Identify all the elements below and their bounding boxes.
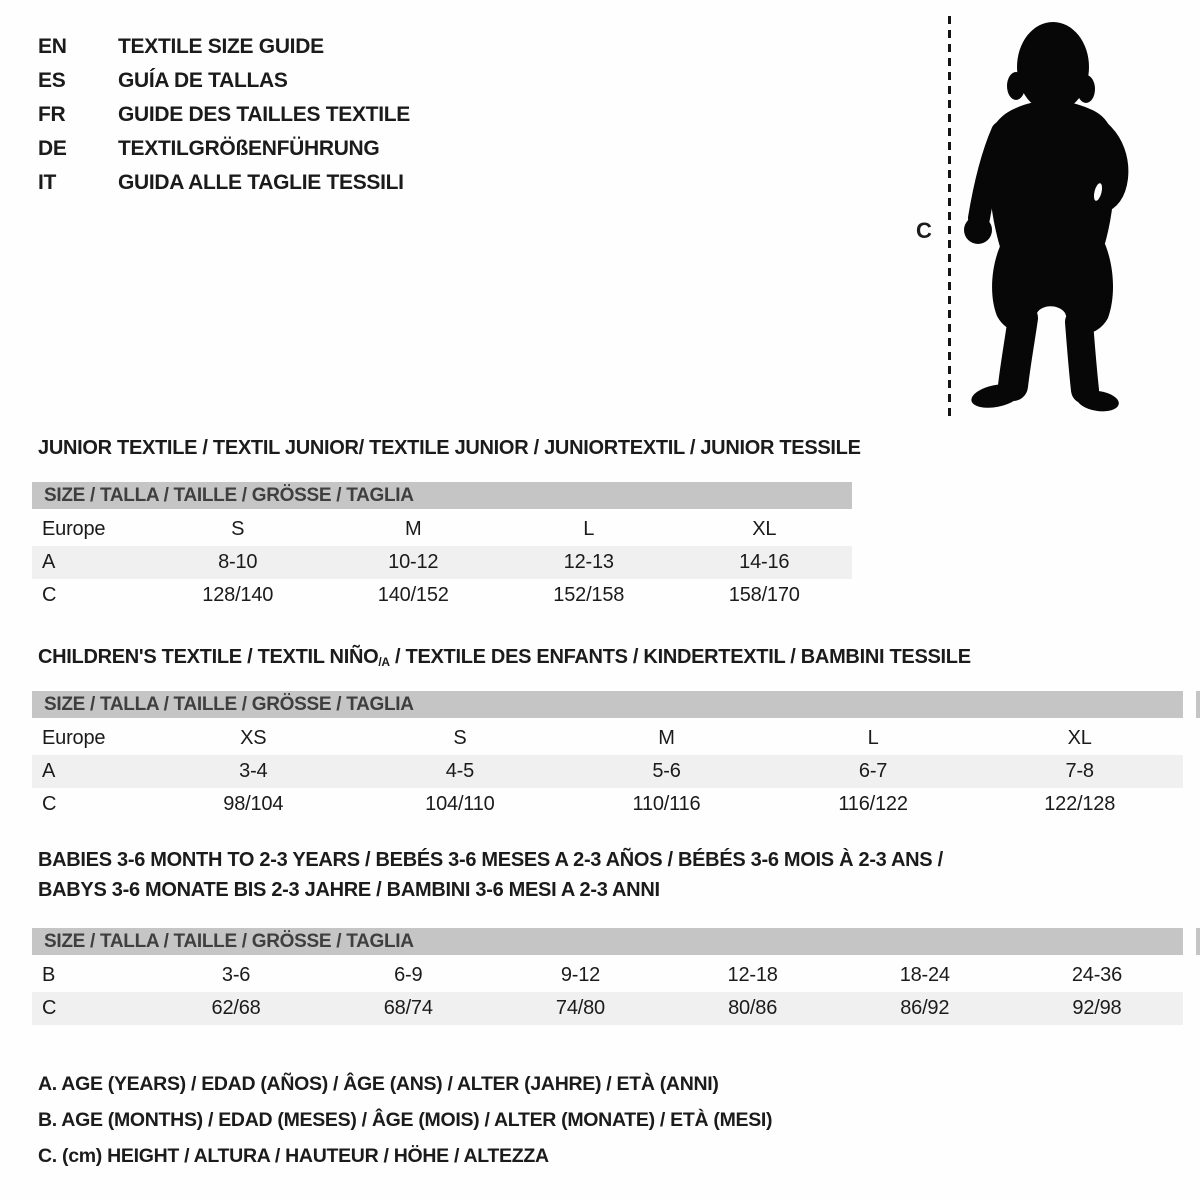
- size-cell: M: [658, 727, 675, 749]
- table-row: [32, 788, 1183, 821]
- age-cell: 7-8: [1065, 760, 1094, 782]
- size-header-bar: SIZE / TALLA / TAILLE / GRÖSSE / TAGLIA: [32, 928, 1183, 955]
- table-row: [32, 992, 1183, 1025]
- legend-note-b: B. AGE (MONTHS) / EDAD (MESES) / ÂGE (MOIS) / ALTER (MONATE) / ETÀ (MESI): [38, 1109, 773, 1131]
- row-label: C: [42, 997, 57, 1019]
- language-row-it: [38, 166, 410, 200]
- size-cell: S: [453, 727, 467, 749]
- height-dashed-line: [948, 16, 951, 418]
- heading-text: / TEXTILE DES ENFANTS / KINDERTEXTIL / BAMBINI TESSILE: [389, 646, 971, 668]
- age-cell: 3-6: [221, 964, 251, 986]
- legend-note-c: C. (cm) HEIGHT / ALTURA / HAUTEUR / HÖHE / ALTEZZA: [38, 1145, 549, 1167]
- age-cell: 3-4: [239, 760, 268, 782]
- language-title: GUIDA ALLE TAGLIE TESSILI: [118, 171, 404, 194]
- language-title-list: [38, 30, 410, 200]
- height-cell: 110/116: [632, 793, 701, 815]
- size-cell: XS: [240, 727, 267, 749]
- table-row: [32, 579, 852, 612]
- height-cell: 62/68: [211, 997, 261, 1019]
- size-cell: XL: [752, 518, 777, 540]
- size-cell: XL: [1067, 727, 1092, 749]
- age-cell: 9-12: [560, 964, 601, 986]
- language-code: EN: [38, 35, 67, 58]
- table-row: [32, 546, 852, 579]
- language-row-en: [38, 30, 410, 64]
- row-label: Europe: [42, 727, 106, 749]
- language-row-fr: [38, 98, 410, 132]
- language-row-de: [38, 132, 410, 166]
- legend-notes: [38, 1066, 772, 1174]
- section-babies-textile: [32, 845, 1183, 1025]
- section-junior-textile: [32, 436, 861, 612]
- age-cell: 14-16: [739, 551, 790, 573]
- height-cell: 158/170: [728, 584, 800, 606]
- height-cell: 68/74: [383, 997, 433, 1019]
- size-cell: L: [867, 727, 879, 749]
- age-cell: 10-12: [388, 551, 439, 573]
- section-heading: JUNIOR TEXTILE / TEXTIL JUNIOR/ TEXTILE JUNIOR / JUNIORTEXTIL / JUNIOR TESSILE: [38, 437, 861, 459]
- age-cell: 24-36: [1071, 964, 1123, 986]
- height-cell: 92/98: [1072, 997, 1122, 1019]
- table-row: [32, 513, 852, 546]
- age-cell: 8-10: [218, 551, 258, 573]
- language-row-es: [38, 64, 410, 98]
- row-label: A: [42, 760, 56, 782]
- row-label: A: [42, 551, 56, 573]
- section-childrens-textile: [32, 645, 1183, 821]
- age-cell: 12-13: [563, 551, 614, 573]
- table-row: [32, 959, 1183, 992]
- age-cell: 4-5: [445, 760, 475, 782]
- age-cell: 5-6: [652, 760, 681, 782]
- language-code: IT: [38, 171, 57, 194]
- age-cell: 18-24: [899, 964, 950, 986]
- height-cell: 116/122: [838, 793, 908, 815]
- height-cell: 122/128: [1044, 793, 1116, 815]
- height-cell: 140/152: [377, 584, 449, 606]
- children-size-table: [32, 691, 1183, 821]
- legend-note-a: A. AGE (YEARS) / EDAD (AÑOS) / ÂGE (ANS) / ALTER (JAHRE) / ETÀ (ANNI): [38, 1073, 719, 1095]
- section-heading-line2: BABYS 3-6 MONATE BIS 2-3 JAHRE / BAMBINI 3-6 MESI A 2-3 ANNI: [38, 879, 660, 901]
- size-cell: M: [405, 518, 422, 540]
- age-cell: 6-7: [858, 760, 888, 782]
- height-cell: 98/104: [223, 793, 284, 815]
- row-label: B: [42, 964, 56, 986]
- language-code: DE: [38, 137, 67, 160]
- height-cell: 80/86: [728, 997, 778, 1019]
- section-heading: [38, 645, 1183, 669]
- row-label: Europe: [42, 518, 106, 540]
- size-header-bar: SIZE / TALLA / TAILLE / GRÖSSE / TAGLIA: [32, 691, 1183, 718]
- heading-text: CHILDREN'S TEXTILE / TEXTIL NIÑO: [38, 646, 379, 668]
- language-code: ES: [38, 69, 66, 92]
- language-title: GUÍA DE TALLAS: [118, 69, 288, 92]
- age-cell: 6-9: [394, 964, 423, 986]
- table-row: [32, 755, 1183, 788]
- row-label: C: [42, 584, 57, 606]
- heading-subscript: /A: [378, 655, 390, 669]
- height-cell: 86/92: [900, 997, 950, 1019]
- table-edge-fragment: [1196, 691, 1200, 718]
- size-header-bar: SIZE / TALLA / TAILLE / GRÖSSE / TAGLIA: [32, 482, 852, 509]
- language-code: FR: [38, 103, 66, 126]
- junior-size-table: [32, 482, 852, 612]
- height-cell: 128/140: [202, 584, 274, 606]
- size-cell: S: [231, 518, 245, 540]
- language-title: TEXTILE SIZE GUIDE: [118, 35, 324, 58]
- toddler-silhouette-icon: [962, 20, 1140, 422]
- height-cell: 104/110: [425, 793, 495, 815]
- size-cell: L: [583, 518, 595, 540]
- height-cell: 74/80: [555, 997, 605, 1019]
- age-cell: 12-18: [727, 964, 778, 986]
- language-title: GUIDE DES TAILLES TEXTILE: [118, 103, 410, 126]
- row-label: C: [42, 793, 57, 815]
- height-measure-label: C: [916, 218, 932, 243]
- language-title: TEXTILGRÖßENFÜHRUNG: [118, 137, 380, 160]
- table-row: [32, 722, 1183, 755]
- babies-size-table: [32, 928, 1183, 1025]
- section-heading-line1: BABIES 3-6 MONTH TO 2-3 YEARS / BEBÉS 3-6 MESES A 2-3 AÑOS / BÉBÉS 3-6 MOIS À 2-3 ANS /: [38, 849, 943, 871]
- height-cell: 152/158: [553, 584, 625, 606]
- table-edge-fragment: [1196, 928, 1200, 955]
